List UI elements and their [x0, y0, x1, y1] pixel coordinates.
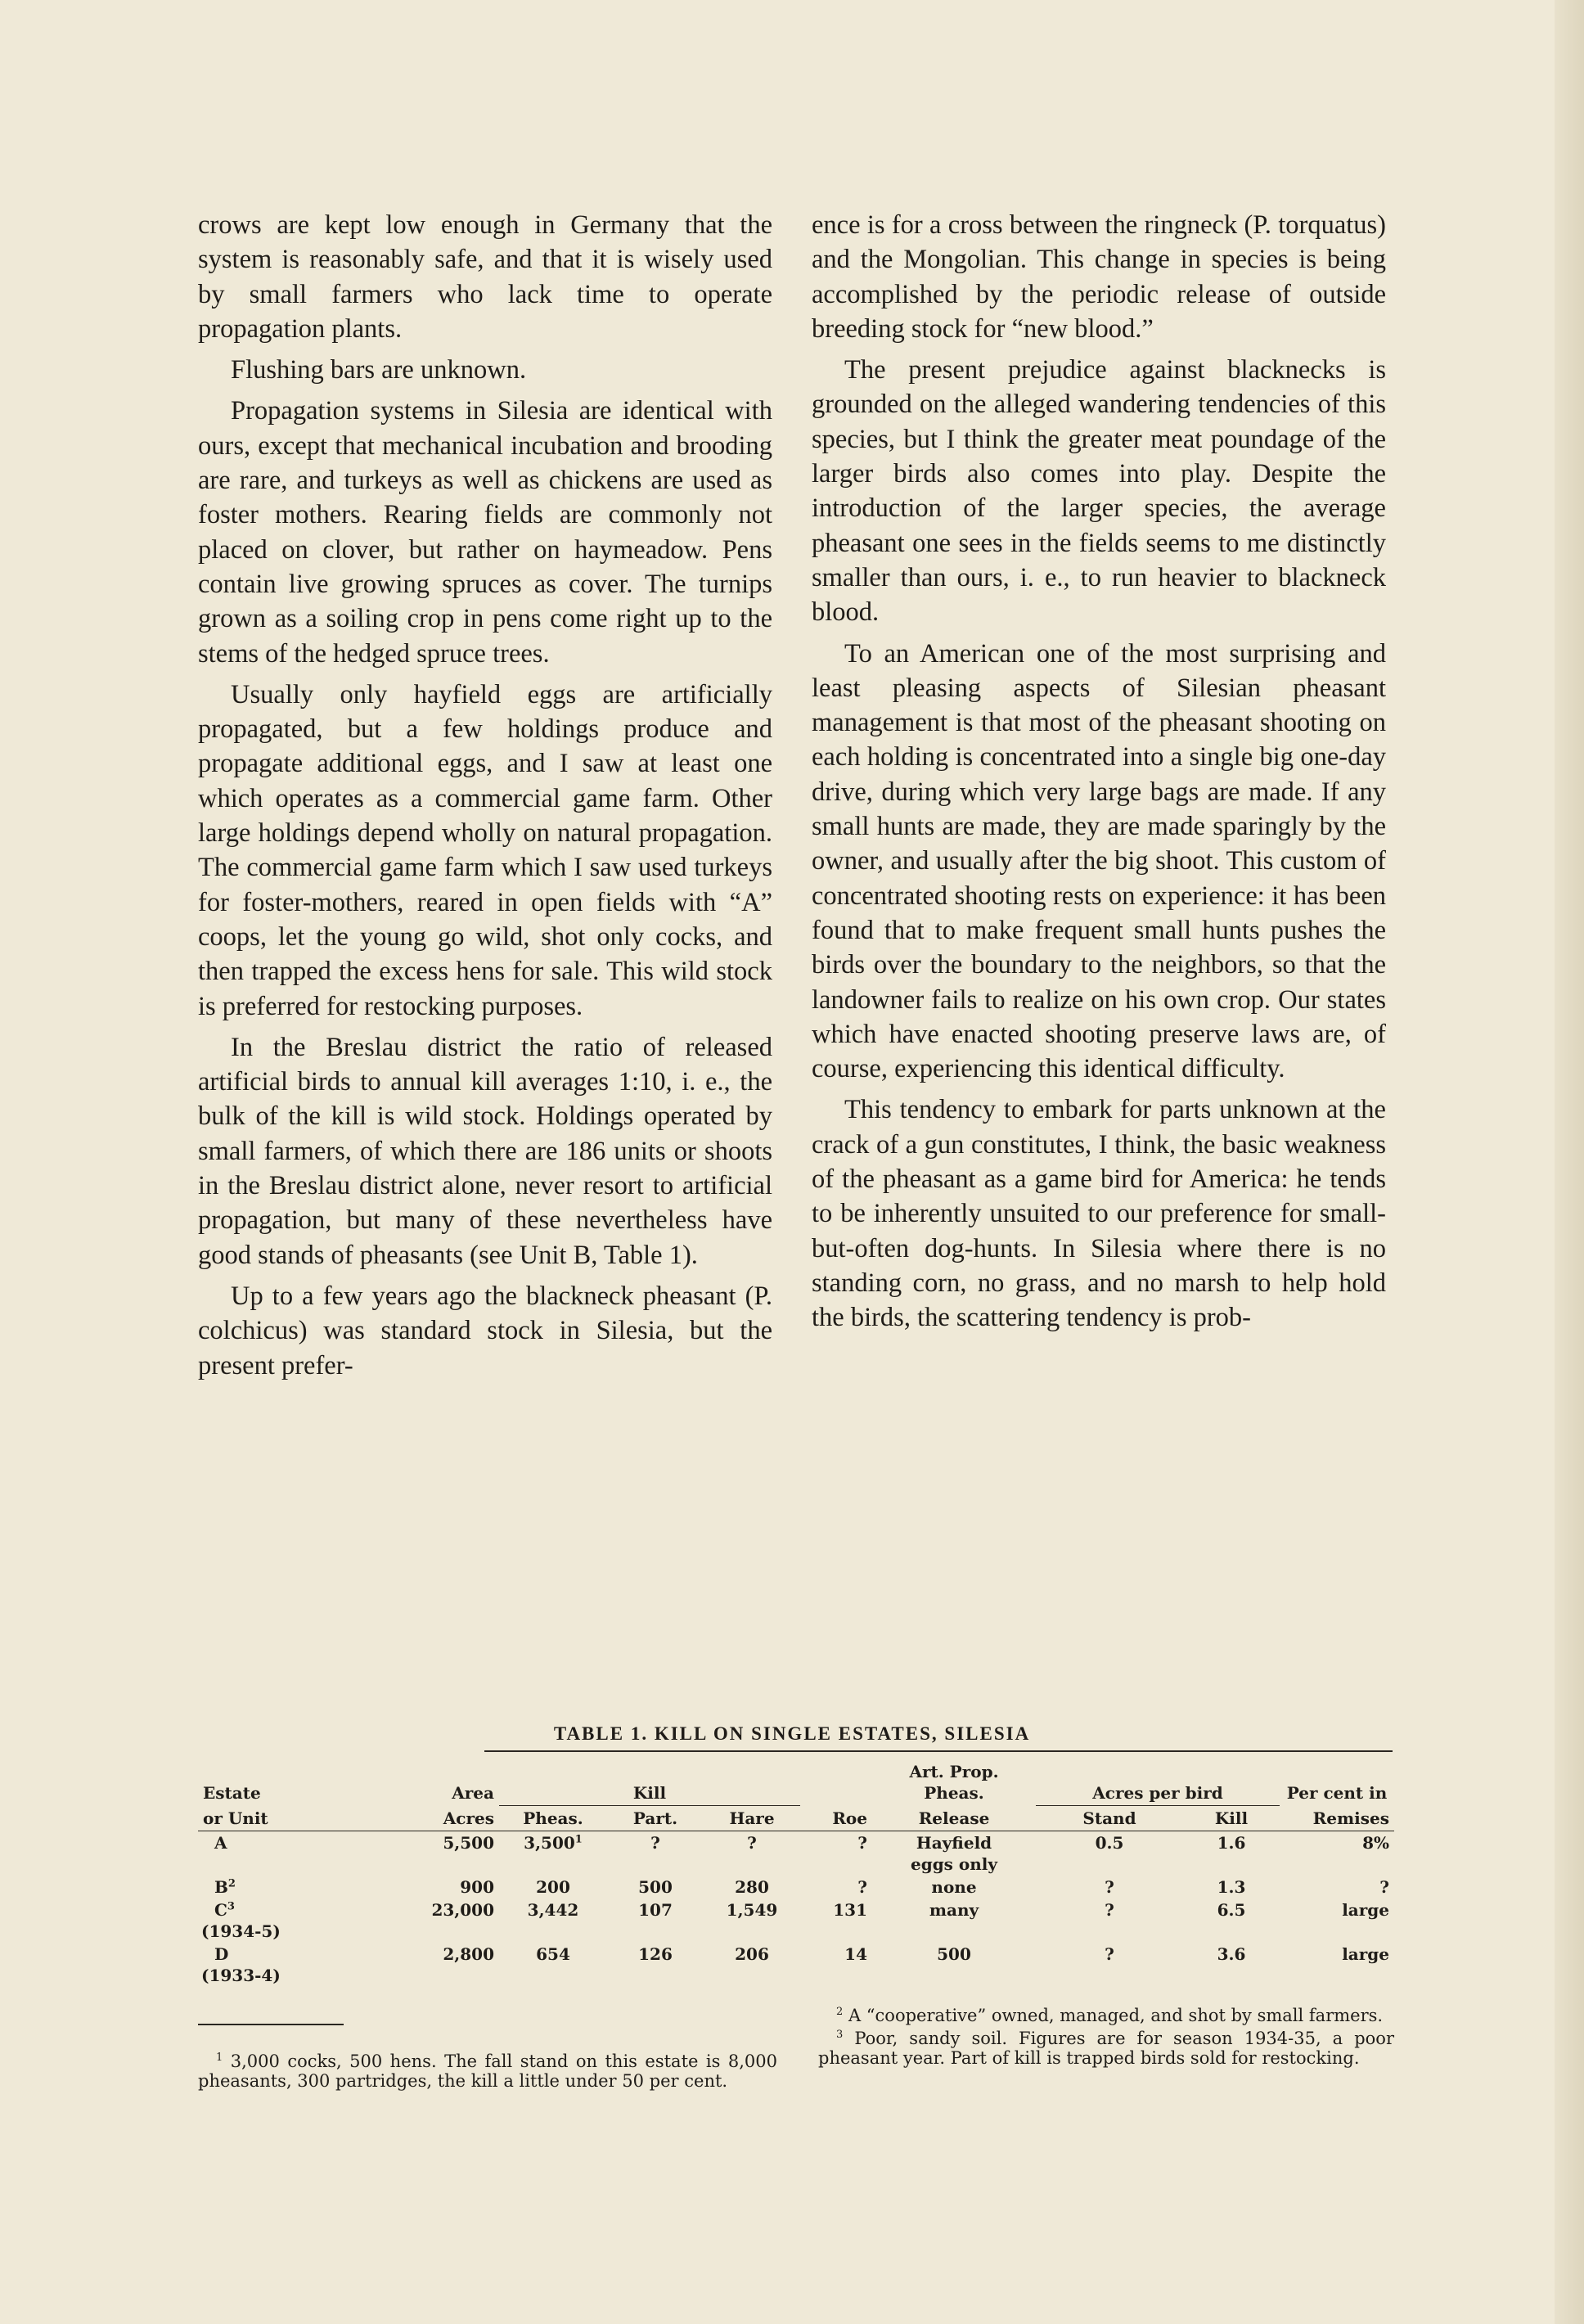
footnote-1-text: 3,000 cocks, 500 hens. The fall stand on this estate is 8,000 pheasants, 300 partridges, the kill a little under 50 per cent.	[198, 2052, 777, 2091]
paragraph: In the Breslau district the ratio of released artificial birds to annual kill averages 1:10, i. e., the bulk of the kill is wild stock. Holdings operated by small farmers, of which there are 186 units or shoots in the Breslau district alone, never resort to artificial propagation, but many of these nevertheless have good stands of pheasants (see Unit B, Table 1).	[198, 1032, 772, 1270]
cell-hare: 206	[735, 1943, 769, 1964]
paragraph: ence is for a cross between the ringneck (P. torquatus) and the Mongolian. This change in species is being accomplished by the periodic release of outside breeding stock for “new blood.”	[812, 210, 1386, 344]
cell-roe: ?	[857, 1876, 867, 1897]
kill-table	[198, 1759, 1394, 1987]
footnote-1	[198, 2052, 777, 2091]
right-column	[812, 208, 1386, 1342]
cell-remises: ?	[1379, 1876, 1389, 1897]
cell-area: 5,500	[443, 1832, 494, 1853]
cell-release: none	[931, 1876, 977, 1897]
header-remises: Remises	[1280, 1805, 1394, 1831]
header-art-prop-2: Pheas.	[924, 1783, 984, 1803]
paragraph: Propagation systems in Silesia are identical with ours, except that mechanical incubation and brooding are rare, and turkeys as well as chickens are used as foster mothers. Rearing fields are commonly not placed on clover, but rather on haymeadow. Pens contain live growing spruces as cover. The turnips grown as a soiling crop in pens come right up to the stems of the hedged spruce trees.	[198, 396, 772, 669]
cell-hare: 280	[735, 1876, 769, 1897]
header-acres: Acres	[362, 1805, 499, 1831]
footnote-2-text: A “cooperative” owned, managed, and shot by small farmers.	[848, 2006, 1384, 2025]
header-percent: Per cent in	[1286, 1783, 1388, 1803]
pheas-value: 3,442	[527, 1899, 579, 1920]
cell-stand: ?	[1105, 1943, 1114, 1964]
release-value: Hayfield	[916, 1832, 992, 1853]
header-pheas: Pheas.	[499, 1805, 607, 1831]
header-estate: Estate	[203, 1783, 261, 1803]
estate-label: D	[214, 1943, 229, 1964]
cell-kill: 1.6	[1217, 1832, 1246, 1853]
cell-pheas	[499, 1943, 607, 1987]
footnote-3-text: Poor, sandy soil. Figures are for season 1934-35, a poor pheasant year. Part of kill is trapped birds sold for restocking.	[818, 2029, 1394, 2068]
cell-stand: ?	[1105, 1899, 1114, 1920]
paragraph: This tendency to embark for parts unknown at the crack of a gun constitutes, I think, the basic weakness of the pheasant as a game bird for America: he tends to be inherently unsuited to our preference for small-but-often dog-hunts. In Silesia where there is no standing corn, no grass, and no marsh to help hold the birds, the scattering tendency is prob-	[812, 1095, 1386, 1333]
header-art-prop	[872, 1759, 1036, 1805]
table-title: TABLE 1. KILL ON SINGLE ESTATES, SILESIA	[553, 1723, 1031, 1744]
header-part: Part.	[607, 1805, 704, 1831]
estate-footnote-mark: 2	[227, 1876, 236, 1889]
header-roe: Roe	[800, 1805, 872, 1831]
table-row	[198, 1943, 1394, 1987]
cell-estate	[198, 1943, 362, 1987]
header-release: Release	[872, 1805, 1036, 1831]
cell-pheas	[499, 1898, 607, 1943]
footnote-3	[818, 2029, 1394, 2068]
cell-hare: ?	[747, 1832, 757, 1853]
cell-part: 500	[638, 1876, 673, 1897]
paragraph: Up to a few years ago the blackneck pheasant (P. colchicus) was standard stock in Silesia, but the present prefer-	[198, 1281, 772, 1380]
header-hare: Hare	[704, 1805, 800, 1831]
table-title-rule	[484, 1750, 1393, 1752]
cell-kill: 1.3	[1217, 1876, 1246, 1897]
footnote-2-mark: 2	[836, 2006, 844, 2018]
cell-release	[872, 1831, 1036, 1876]
cell-roe: ?	[857, 1832, 867, 1853]
estate-footnote-mark: 3	[227, 1899, 235, 1912]
cell-part: 107	[638, 1899, 673, 1920]
estate-label: C	[214, 1899, 227, 1920]
cell-remises: large	[1342, 1943, 1389, 1964]
footnote-3-mark: 3	[836, 2029, 844, 2041]
cell-kill: 3.6	[1217, 1943, 1246, 1964]
pheas-value: 654	[536, 1943, 570, 1964]
cell-estate	[198, 1876, 362, 1898]
cell-hare: 1,549	[726, 1899, 778, 1920]
estate-label: B	[214, 1876, 228, 1897]
cell-pheas	[499, 1876, 607, 1898]
page-edge	[1555, 0, 1584, 2324]
cell-part: 126	[638, 1943, 673, 1964]
paragraph: crows are kept low enough in Germany that the system is reasonably safe, and that it is wisely used by small farmers who lack time to operate propagation plants.	[198, 210, 772, 344]
header-art-prop-1: Art. Prop.	[909, 1762, 999, 1781]
header-stand: Stand	[1036, 1805, 1183, 1831]
pheas-value: 200	[536, 1876, 570, 1897]
header-or-unit: or Unit	[198, 1805, 362, 1831]
cell-roe: 14	[844, 1943, 867, 1964]
header-kill: Kill	[1183, 1805, 1280, 1831]
paragraph: Flushing bars are unknown.	[231, 355, 527, 385]
cell-stand: ?	[1105, 1876, 1114, 1897]
left-column	[198, 208, 772, 1389]
pheas-footnote-mark: 1	[574, 1832, 583, 1845]
table-row	[198, 1898, 1394, 1943]
header-kill-group: Kill	[632, 1782, 667, 1803]
footnote-rule	[198, 2024, 344, 2025]
cell-remises: 8%	[1362, 1832, 1389, 1853]
table-row	[198, 1876, 1394, 1898]
footnotes-right	[818, 2006, 1394, 2071]
cell-area: 23,000	[431, 1899, 494, 1920]
footnote-2	[818, 2006, 1394, 2025]
cell-roe: 131	[833, 1899, 867, 1920]
cell-stand: 0.5	[1095, 1832, 1124, 1853]
cell-estate	[198, 1831, 362, 1876]
cell-area: 2,800	[443, 1943, 494, 1964]
header-area: Area	[452, 1783, 494, 1803]
paragraph: Usually only hayfield eggs are artificially propagated, but a few holdings produce and propagate additional eggs, and I saw at least one which operates as a commercial game farm. Other large holdings depend wholly on natural propagation. The commercial game farm which I saw used turkeys for foster-mothers, reared in open fields with “A” coops, let the young go wild, shot only cocks, and then trapped the excess hens for sale. This wild stock is preferred for restocking purposes.	[198, 679, 772, 1021]
paragraph: To an American one of the most surprising and least pleasing aspects of Silesian pheasant management is that most of the pheasant shooting on each holding is concentrated into a single big one-day drive, during which very large bags are made. If any small hunts are made, they are made sparingly by the owner, and usually after the big shoot. This custom of concentrated shooting rests on experience: it has been found that to make frequent small hunts pushes the birds over the boundary to the neighbors, so that the landowner fails to realize on his own crop. Our states which have enacted shooting preserve laws are, of course, experiencing this identical difficulty.	[812, 638, 1386, 1084]
header-acres-group: Acres per bird	[1092, 1782, 1223, 1803]
footnote-1-mark: 1	[216, 2052, 223, 2064]
estate-season: (1933-4)	[201, 1965, 281, 1985]
cell-remises: large	[1342, 1899, 1389, 1920]
paragraph: The present prejudice against blacknecks is grounded on the alleged wandering tendencies of this species, but I think the greater meat poundage of the larger birds also comes into play. Despite the introduction of the larger species, the average pheasant one sees in the fields seems to me distinctly smaller than ours, i. e., to run heavier to blackneck blood.	[812, 355, 1386, 628]
cell-area: 900	[460, 1876, 494, 1897]
footnote-left	[198, 2052, 777, 2094]
estate-label: A	[214, 1832, 227, 1853]
table-row	[198, 1831, 1394, 1876]
cell-release: 500	[937, 1943, 971, 1964]
cell-part: ?	[650, 1832, 660, 1853]
pheas-value: 3,500	[524, 1832, 575, 1853]
estate-season: (1934-5)	[201, 1921, 281, 1941]
cell-pheas	[499, 1831, 607, 1876]
cell-estate	[198, 1898, 362, 1943]
cell-kill: 6.5	[1217, 1899, 1246, 1920]
release-value-2: eggs only	[910, 1853, 997, 1874]
header-blank	[800, 1759, 872, 1805]
cell-release: many	[929, 1899, 979, 1920]
